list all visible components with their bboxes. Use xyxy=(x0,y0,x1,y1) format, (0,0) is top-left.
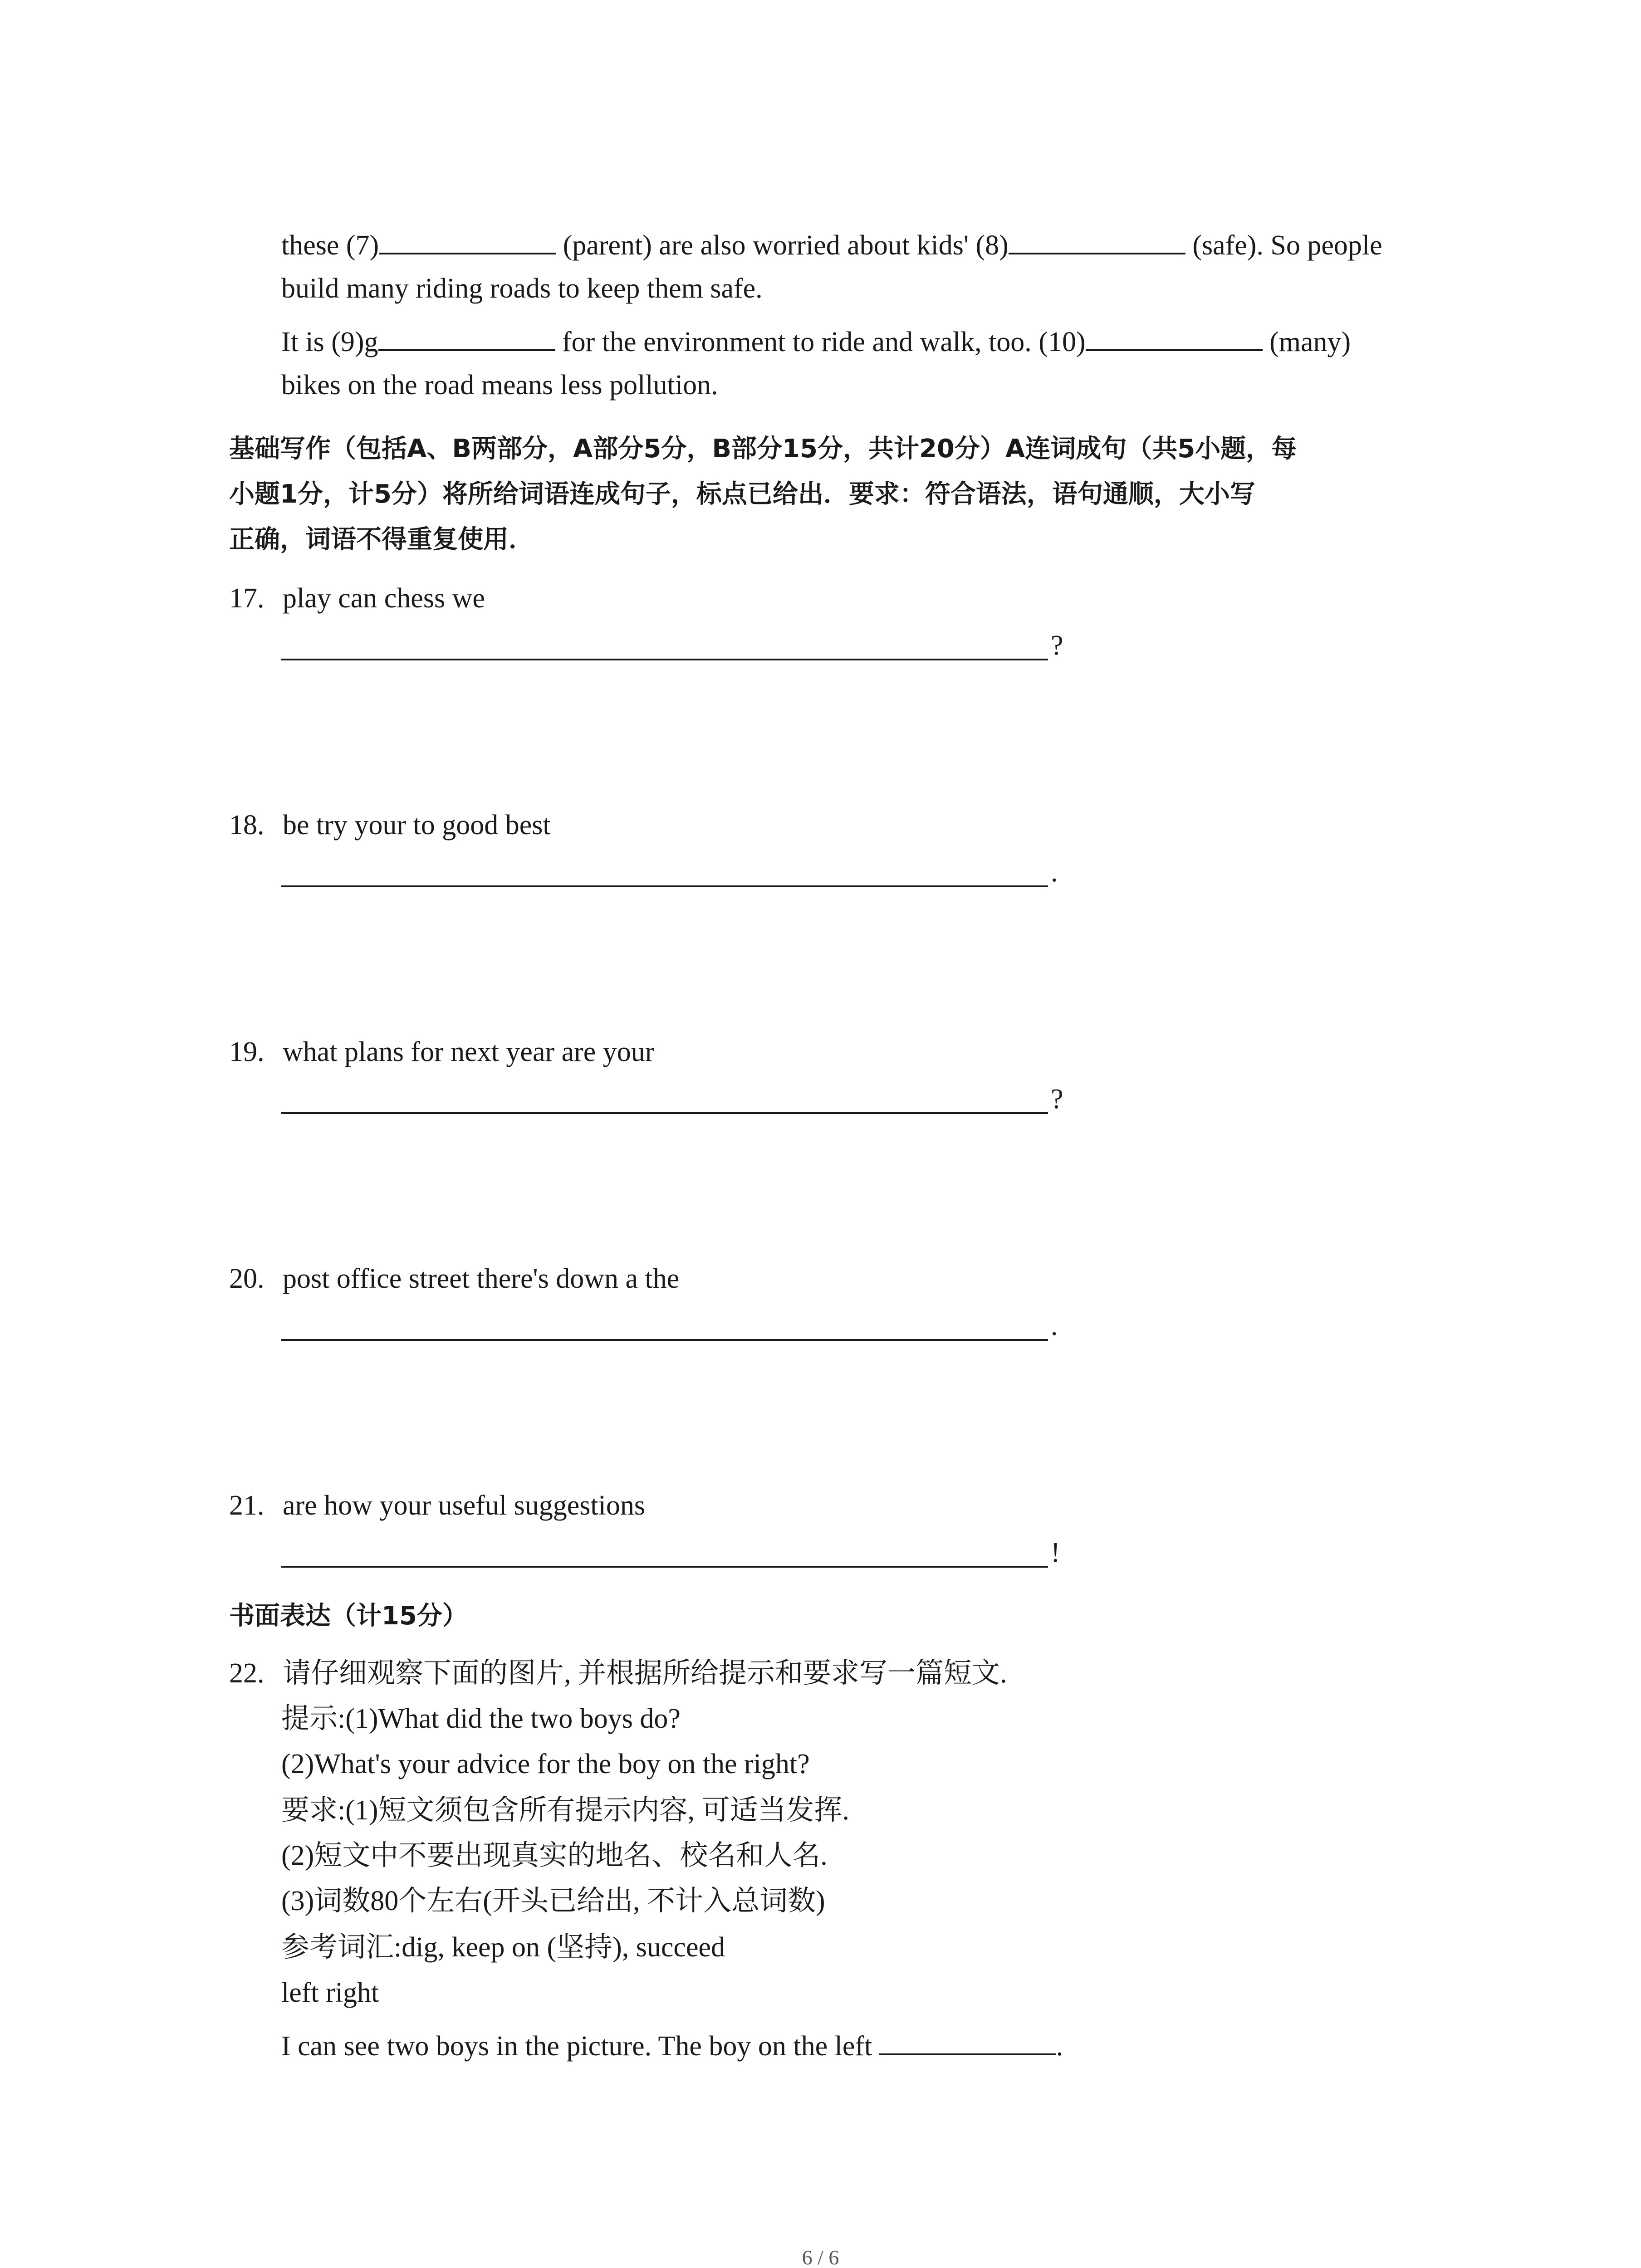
question-words: are how your useful suggestions xyxy=(283,1490,645,1521)
question-21 xyxy=(229,1491,645,1520)
requirement-3: (3)词数80个左右(开头已给出, 不计入总词数) xyxy=(281,1886,825,1916)
passage-text: for the environment to ride and walk, too. (10) xyxy=(555,327,1086,357)
section-heading-express: 书面表达（计15分） xyxy=(229,1601,468,1631)
passage-text: (safe). So people xyxy=(1185,230,1382,261)
answer-punct-17: ? xyxy=(1051,630,1063,661)
essay-start xyxy=(281,2030,1063,2060)
question-number: 22. xyxy=(229,1658,265,1689)
passage-line-1 xyxy=(281,229,1382,259)
vocabulary-hint: 参考词汇:dig, keep on (坚持), succeed xyxy=(281,1932,725,1963)
essay-start-end: . xyxy=(1056,2031,1063,2062)
requirement-2: (2)短文中不要出现真实的地名、校名和人名. xyxy=(281,1840,828,1871)
question-number: 21. xyxy=(229,1490,265,1521)
question-22 xyxy=(229,1659,1007,1687)
answer-line-17[interactable] xyxy=(281,659,1048,660)
blank-9[interactable] xyxy=(378,326,555,351)
answer-punct-21: ! xyxy=(1051,1537,1060,1568)
answer-punct-20: . xyxy=(1051,1310,1058,1341)
requirement-1: 要求:(1)短文须包含所有提示内容, 可适当发挥. xyxy=(281,1795,850,1826)
blank-8[interactable] xyxy=(1009,229,1185,254)
section-heading-writing-3: 正确，词语不得重复使用． xyxy=(229,525,534,554)
question-number: 18. xyxy=(229,810,265,841)
question-number: 17. xyxy=(229,583,265,614)
question-20 xyxy=(229,1265,679,1293)
passage-line-2: build many riding roads to keep them safe. xyxy=(281,273,763,304)
question-17 xyxy=(229,584,485,612)
section-heading-writing-2: 小题1分，计5分）将所给词语连成句子，标点已给出．要求：符合语法，语句通顺，大小写 xyxy=(229,479,1255,509)
passage-text: these (7) xyxy=(281,230,379,261)
hint-1: 提示:(1)What did the two boys do? xyxy=(281,1703,681,1734)
picture-labels: left right xyxy=(281,1977,379,2008)
passage-text: (parent) are also worried about kids' (8) xyxy=(556,230,1009,261)
question-words: post office street there's down a the xyxy=(283,1263,680,1294)
page-number: 6 / 6 xyxy=(802,2246,839,2268)
question-number: 19. xyxy=(229,1036,265,1067)
question-words: what plans for next year are your xyxy=(283,1036,655,1067)
question-text: 请仔细观察下面的图片, 并根据所给提示和要求写一篇短文. xyxy=(283,1658,1007,1689)
section-heading-writing: 基础写作（包括A、B两部分，A部分5分，B部分15分，共计20分）A连词成句（共5小题，每 xyxy=(229,434,1297,464)
answer-punct-18: . xyxy=(1051,857,1058,888)
answer-line-18[interactable] xyxy=(281,885,1048,887)
answer-line-20[interactable] xyxy=(281,1339,1048,1341)
passage-line-3 xyxy=(281,326,1351,356)
question-19 xyxy=(229,1038,654,1066)
passage-line-4: bikes on the road means less pollution. xyxy=(281,370,718,401)
essay-blank[interactable] xyxy=(879,2030,1056,2055)
answer-line-19[interactable] xyxy=(281,1112,1048,1114)
passage-text: (many) xyxy=(1262,327,1351,357)
blank-7[interactable] xyxy=(379,229,556,254)
hint-2: (2)What's your advice for the boy on the right? xyxy=(281,1749,810,1779)
blank-10[interactable] xyxy=(1086,326,1263,351)
answer-punct-19: ? xyxy=(1051,1084,1063,1114)
question-18 xyxy=(229,811,551,839)
question-words: be try your to good best xyxy=(283,810,551,841)
question-words: play can chess we xyxy=(283,583,485,614)
question-number: 20. xyxy=(229,1263,265,1294)
answer-line-21[interactable] xyxy=(281,1566,1048,1568)
passage-text: It is (9)g xyxy=(281,327,378,357)
essay-start-text: I can see two boys in the picture. The boy on the left xyxy=(281,2031,879,2062)
